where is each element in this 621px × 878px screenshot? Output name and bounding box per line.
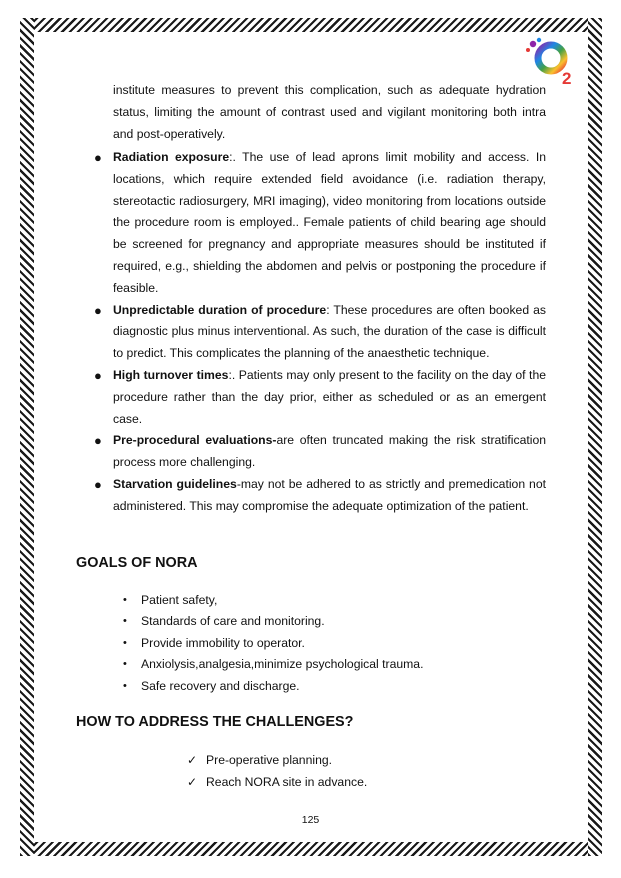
list-item xyxy=(121,590,423,611)
goal-text: Standards of care and monitoring. xyxy=(141,614,325,629)
item-text: : These procedures are often booked as diagnostic plus minus interventional. As such, the duration of the case is difficult to predict. This complicates the planning of the anaesthetic technique. xyxy=(113,302,546,361)
list-item xyxy=(92,474,546,518)
address-text: Pre-operative planning. xyxy=(206,753,333,767)
list-item xyxy=(121,611,423,632)
continued-paragraph: institute measures to prevent this complication, such as adequate hydration status, limiting the amount of contrast used and vigilant monitoring both intra and post-operatively. xyxy=(113,83,546,141)
list-item xyxy=(92,147,546,300)
list-item xyxy=(92,365,546,430)
goal-text: Safe recovery and discharge. xyxy=(141,678,300,693)
item-text: :. The use of lead aprons limit mobility and access. In locations, which require extended field avoidance (i.e. radiation therapy, stereotactic radiosurgery, MRI imaging), video monitoring from locations outside the procedure room is employed.. Female patients of child bearing age should be screened for pregnancy and appropriate measures should be instituted if required, e.g., shielding the abdomen and pelvis or postponing the procedure if feasible. xyxy=(113,150,546,295)
item-text: :. Patients may only present to the facility on the day of the procedure rather than the day prior, either as scheduled or as an emergent case. xyxy=(113,367,546,426)
address-text: Reach NORA site in advance. xyxy=(206,775,368,789)
list-item xyxy=(187,771,367,793)
list-item xyxy=(121,633,423,654)
list-item xyxy=(121,676,423,697)
bullet-icon: • xyxy=(123,679,127,692)
bullet-icon: • xyxy=(123,636,127,649)
list-item xyxy=(92,430,546,474)
item-text: are often truncated making the risk stratification process more challenging. xyxy=(113,433,547,470)
goals-list xyxy=(121,590,423,697)
list-item xyxy=(121,654,423,675)
goal-text: Patient safety, xyxy=(141,593,218,607)
bullet-icon: • xyxy=(123,658,127,671)
list-item xyxy=(187,749,367,771)
bullet-icon: ● xyxy=(94,433,102,449)
goals-heading: GOALS OF NORA xyxy=(76,555,198,571)
challenges-heading: HOW TO ADDRESS THE CHALLENGES? xyxy=(76,714,354,730)
bullet-icon: ● xyxy=(94,150,102,165)
page-border-bottom xyxy=(20,842,602,856)
page-border-top xyxy=(20,18,602,32)
item-text: -may not be adhered to as strictly and premedication not administered. This may compromise the adequate optimization of the patient. xyxy=(113,476,546,513)
page-border-right xyxy=(588,18,602,856)
bullet-icon: ● xyxy=(94,476,102,492)
bullet-icon: • xyxy=(123,594,127,606)
svg-text:2: 2 xyxy=(562,69,572,88)
address-list xyxy=(187,749,367,793)
goal-text: Provide immobility to operator. xyxy=(141,635,305,650)
item-term: Pre-procedural evaluations- xyxy=(113,433,277,448)
bullet-icon: • xyxy=(123,615,127,628)
item-term: High turnover times xyxy=(113,367,229,382)
challenges-list xyxy=(92,147,546,518)
list-item xyxy=(92,300,546,365)
checkmark-icon: ✓ xyxy=(187,775,198,789)
item-term: Radiation exposure xyxy=(113,150,230,164)
bullet-icon: ● xyxy=(94,367,102,383)
goal-text: Anxiolysis,analgesia,minimize psychological trauma. xyxy=(141,657,424,672)
bullet-icon: ● xyxy=(94,302,102,318)
item-term: Starvation guidelines xyxy=(113,476,237,491)
page-border-left xyxy=(20,18,34,856)
item-term: Unpredictable duration of procedure xyxy=(113,302,327,317)
page-number: 125 xyxy=(301,814,320,826)
checkmark-icon: ✓ xyxy=(187,753,198,767)
